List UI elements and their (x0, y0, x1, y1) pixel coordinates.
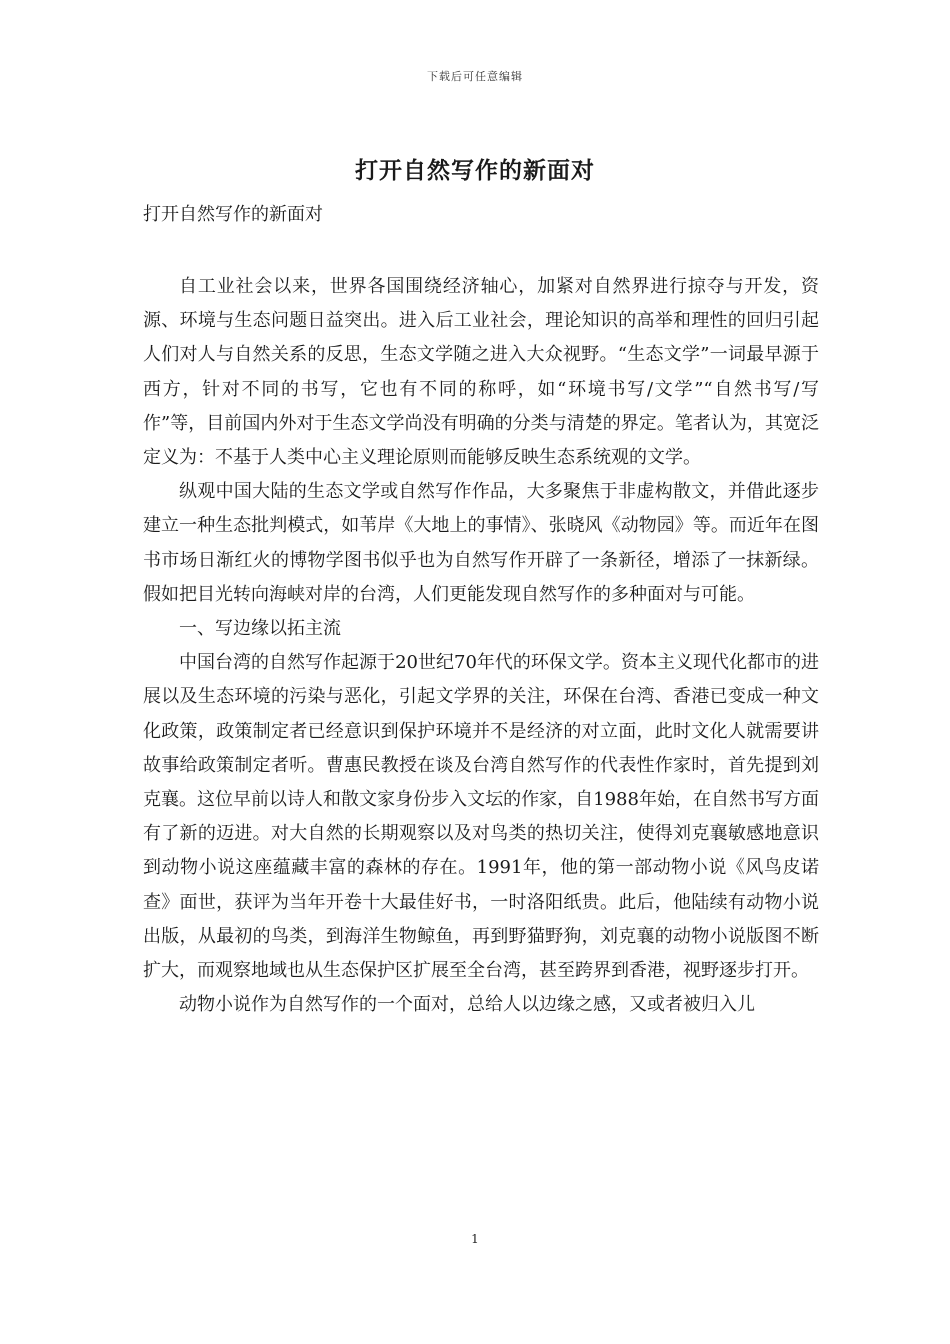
document-subtitle: 打开自然写作的新面对 (143, 204, 323, 225)
paragraph: 自工业社会以来，世界各国围绕经济轴心，加紧对自然界进行掠夺与开发，资源、环境与生态问题日益突出。进入后工业社会，理论知识的高举和理性的回归引起人们对人与自然关系的反思，生态文学随之进入大众视野。“生态文学”一词最早源于西方，针对不同的书写，它也有不同的称呼，如“环境书写/文学”“自然书写/写作”等，目前国内外对于生态文学尚没有明确的分类与清楚的界定。笔者认为，其宽泛定义为：不基于人类中心主义理论原则而能够反映生态系统观的文学。 (143, 276, 819, 469)
header-note: 下载后可任意编辑 (427, 70, 523, 83)
document-title: 打开自然写作的新面对 (355, 157, 595, 184)
paragraph: 纵观中国大陆的生态文学或自然写作作品，大多聚焦于非虚构散文，并借此逐步建立一种生态批判模式，如苇岸《大地上的事情》、张晓风《动物园》等。而近年在图书市场日渐红火的博物学图书似乎也为自然写作开辟了一条新径，增添了一抹新绿。假如把目光转向海峡对岸的台湾，人们更能发现自然写作的多种面对与可能。 (143, 481, 819, 605)
paragraph: 动物小说作为自然写作的一个面对，总给人以边缘之感，又或者被归入儿 (179, 994, 755, 1016)
section-heading: 一、写边缘以拓主流 (179, 618, 341, 640)
paragraph: 中国台湾的自然写作起源于20世纪70年代的环保文学。资本主义现代化都市的进展以及生态环境的污染与恶化，引起文学界的关注，环保在台湾、香港已变成一种文化政策，政策制定者已经意识到保护环境并不是经济的对立面，此时文化人就需要讲故事给政策制定者听。曹惠民教授在谈及台湾自然写作的代表性作家时，首先提到刘克襄。这位早前以诗人和散文家身份步入文坛的作家，自1988年始，在自然书写方面有了新的迈进。对大自然的长期观察以及对鸟类的热切关注，使得刘克襄敏感地意识到动物小说这座蕴藏丰富的森林的存在。1991年，他的第一部动物小说《风鸟皮诺查》面世，获评为当年开卷十大最佳好书，一时洛阳纸贵。此后，他陆续有动物小说出版，从最初的鸟类，到海洋生物鲸鱼，再到野猫野狗，刘克襄的动物小说版图不断扩大，而观察地域也从生态保护区扩展至全台湾，甚至跨界到香港，视野逐步打开。 (143, 652, 819, 982)
body-text (143, 270, 819, 1022)
page-number: 1 (471, 1232, 479, 1246)
